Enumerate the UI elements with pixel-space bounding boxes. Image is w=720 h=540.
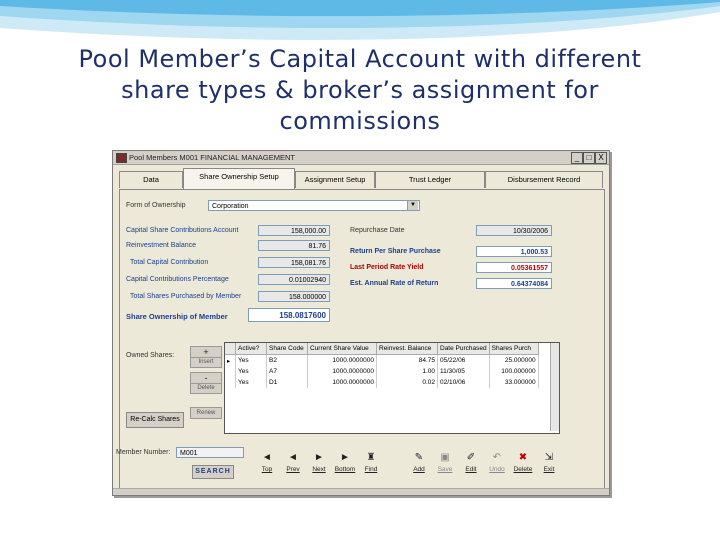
shares-purchased-label: Total Shares Purchased by Member bbox=[130, 293, 242, 300]
repurchase-date-label: Repurchase Date bbox=[350, 227, 405, 234]
undo-button[interactable] bbox=[486, 452, 508, 478]
exit-door-icon: ⇲ bbox=[544, 452, 554, 463]
table-row[interactable] bbox=[225, 377, 538, 388]
cell-share-code[interactable]: B2 bbox=[267, 355, 308, 367]
recalc-shares-button[interactable]: Re-Calc Shares bbox=[126, 412, 184, 428]
window-title: Pool Members M001 FINANCIAL MANAGEMENT bbox=[129, 153, 296, 162]
binoculars-icon: ♜ bbox=[366, 452, 376, 463]
exit-label: Exit bbox=[543, 466, 555, 473]
last-record-icon: ► bbox=[340, 452, 350, 463]
delete-x-icon: ✖ bbox=[518, 452, 528, 463]
window-titlebar[interactable] bbox=[113, 151, 609, 165]
tab-assignment-setup[interactable]: Assignment Setup bbox=[295, 171, 375, 188]
tab-disbursement-record[interactable]: Disbursement Record bbox=[485, 171, 603, 188]
slide-title bbox=[40, 44, 680, 137]
return-per-share-field[interactable]: 1,000.53 bbox=[476, 246, 552, 257]
cell-active[interactable]: Yes bbox=[236, 377, 267, 388]
cell-reinvest[interactable]: 0.02 bbox=[377, 377, 438, 388]
capital-share-label: Capital Share Contributions Account bbox=[126, 227, 239, 234]
slide-title-line1: Pool Member’s Capital Account with different bbox=[78, 45, 642, 73]
top-label: Top bbox=[261, 466, 273, 473]
cell-share-value[interactable]: 1000.0000000 bbox=[308, 377, 377, 388]
cell-active[interactable]: Yes bbox=[236, 366, 267, 377]
grid-scrollbar[interactable] bbox=[550, 343, 559, 431]
capital-share-field[interactable]: 158,000.00 bbox=[258, 225, 330, 236]
column-header-date[interactable]: Date Purchased bbox=[438, 343, 490, 355]
app-icon bbox=[116, 153, 127, 163]
close-button[interactable]: X bbox=[595, 152, 607, 164]
delete-share-button[interactable]: Delete bbox=[190, 383, 222, 394]
last-period-yield-label: Last Period Rate Yield bbox=[350, 264, 424, 271]
total-contribution-label: Total Capital Contribution bbox=[130, 259, 209, 266]
next-button[interactable] bbox=[308, 452, 330, 478]
edit-icon: ✐ bbox=[466, 452, 476, 463]
cell-share-value[interactable]: 1000.0000000 bbox=[308, 366, 377, 377]
share-ownership-field[interactable]: 158.0817600 bbox=[248, 308, 330, 322]
bottom-label: Bottom bbox=[334, 466, 356, 473]
bottom-button[interactable] bbox=[334, 452, 356, 478]
status-bar bbox=[113, 488, 609, 495]
table-header-row bbox=[225, 343, 538, 355]
delete-label: Delete bbox=[513, 466, 533, 473]
exit-button[interactable] bbox=[538, 452, 560, 478]
save-label: Save bbox=[437, 466, 453, 473]
tab-data[interactable]: Data bbox=[119, 171, 183, 188]
prev-label: Prev bbox=[286, 466, 300, 473]
delete-button[interactable] bbox=[512, 452, 534, 478]
column-header-share-value[interactable]: Current Share Value bbox=[308, 343, 377, 355]
ownership-value: Corporation bbox=[212, 203, 249, 210]
annual-return-field[interactable]: 0.64374084 bbox=[476, 278, 552, 289]
edit-label: Edit bbox=[465, 466, 477, 473]
contribution-pct-field[interactable]: 0.01002940 bbox=[258, 274, 330, 285]
cell-reinvest[interactable]: 84.75 bbox=[377, 355, 438, 367]
cell-shares[interactable]: 33.000000 bbox=[489, 377, 538, 388]
cell-shares[interactable]: 100.000000 bbox=[489, 366, 538, 377]
return-per-share-label: Return Per Share Purchase bbox=[350, 248, 441, 255]
reinvestment-label: Reinvestment Balance bbox=[126, 242, 197, 249]
next-record-icon: ► bbox=[314, 452, 324, 463]
column-header-active[interactable]: Active? bbox=[236, 343, 267, 355]
add-label: Add bbox=[413, 466, 425, 473]
column-header-reinvest[interactable]: Reinvest. Balance bbox=[377, 343, 438, 355]
cell-active[interactable]: Yes bbox=[236, 355, 267, 367]
column-header-shares[interactable]: Shares Purch bbox=[489, 343, 538, 355]
search-button[interactable] bbox=[192, 465, 234, 479]
tab-strip bbox=[119, 171, 603, 189]
member-number-field[interactable]: M001 bbox=[176, 447, 244, 458]
ownership-label: Form of Ownership bbox=[126, 202, 186, 209]
prev-record-icon: ◄ bbox=[288, 452, 298, 463]
cell-date[interactable]: 02/10/06 bbox=[438, 377, 490, 388]
cell-date[interactable]: 11/30/05 bbox=[438, 366, 490, 377]
prev-button[interactable] bbox=[282, 452, 304, 478]
owned-shares-table bbox=[225, 343, 539, 388]
floppy-disk-icon: ▣ bbox=[440, 452, 450, 463]
column-header-marker bbox=[225, 343, 236, 355]
cell-date[interactable]: 05/22/06 bbox=[438, 355, 490, 367]
edit-button[interactable] bbox=[460, 452, 482, 478]
total-contribution-field[interactable]: 158,081.76 bbox=[258, 257, 330, 268]
owned-shares-grid[interactable] bbox=[224, 342, 560, 434]
last-period-yield-field[interactable]: 0.05361557 bbox=[476, 262, 552, 273]
ownership-select[interactable] bbox=[208, 200, 420, 211]
shares-purchased-field[interactable]: 158.000000 bbox=[258, 291, 330, 302]
annual-return-label: Est. Annual Rate of Return bbox=[350, 280, 439, 287]
save-button[interactable] bbox=[434, 452, 456, 478]
add-share-button[interactable]: + bbox=[190, 346, 222, 358]
slide-title-line2: share types & broker’s assignment for bbox=[121, 76, 599, 104]
undo-label: Undo bbox=[489, 466, 505, 473]
table-row[interactable] bbox=[225, 366, 538, 377]
insert-share-button[interactable]: Insert bbox=[190, 357, 222, 368]
add-record-icon: ✎ bbox=[414, 452, 424, 463]
tab-share-ownership-setup[interactable]: Share Ownership Setup bbox=[183, 168, 295, 189]
remove-share-button[interactable]: - bbox=[190, 372, 222, 384]
top-button[interactable] bbox=[256, 452, 278, 478]
owned-shares-label: Owned Shares: bbox=[126, 352, 175, 359]
table-row[interactable] bbox=[225, 355, 538, 367]
share-ownership-panel bbox=[116, 189, 605, 493]
cell-share-code[interactable]: A7 bbox=[267, 366, 308, 377]
column-header-share-code[interactable]: Share Code bbox=[267, 343, 308, 355]
tab-trust-ledger[interactable]: Trust Ledger bbox=[375, 171, 485, 188]
next-label: Next bbox=[312, 466, 326, 473]
find-button[interactable] bbox=[360, 452, 382, 478]
first-record-icon: ◄ bbox=[262, 452, 272, 463]
cell-share-value[interactable]: 1000.0000000 bbox=[308, 355, 377, 367]
row-marker-icon bbox=[225, 377, 236, 388]
row-marker-icon: ▸ bbox=[225, 355, 236, 367]
minimize-button[interactable]: _ bbox=[571, 152, 583, 164]
renew-share-button[interactable]: Renew bbox=[190, 407, 222, 419]
find-label: Find bbox=[364, 466, 378, 473]
search-label: SEARCH bbox=[195, 468, 231, 475]
slide-title-line3: commissions bbox=[279, 107, 441, 135]
chevron-down-icon[interactable]: ▼ bbox=[407, 201, 418, 210]
app-window bbox=[112, 150, 610, 496]
cell-share-code[interactable]: D1 bbox=[267, 377, 308, 388]
contribution-pct-label: Capital Contributions Percentage bbox=[126, 276, 229, 283]
undo-icon: ↶ bbox=[492, 452, 502, 463]
reinvestment-field[interactable]: 81.76 bbox=[258, 240, 330, 251]
row-marker-icon bbox=[225, 366, 236, 377]
add-button[interactable] bbox=[408, 452, 430, 478]
cell-shares[interactable]: 25.000000 bbox=[489, 355, 538, 367]
maximize-button[interactable]: □ bbox=[583, 152, 595, 164]
share-ownership-label: Share Ownership of Member bbox=[126, 312, 228, 321]
repurchase-date-field[interactable]: 10/30/2006 bbox=[476, 225, 552, 236]
cell-reinvest[interactable]: 1.00 bbox=[377, 366, 438, 377]
member-number-label: Member Number: bbox=[116, 449, 171, 456]
